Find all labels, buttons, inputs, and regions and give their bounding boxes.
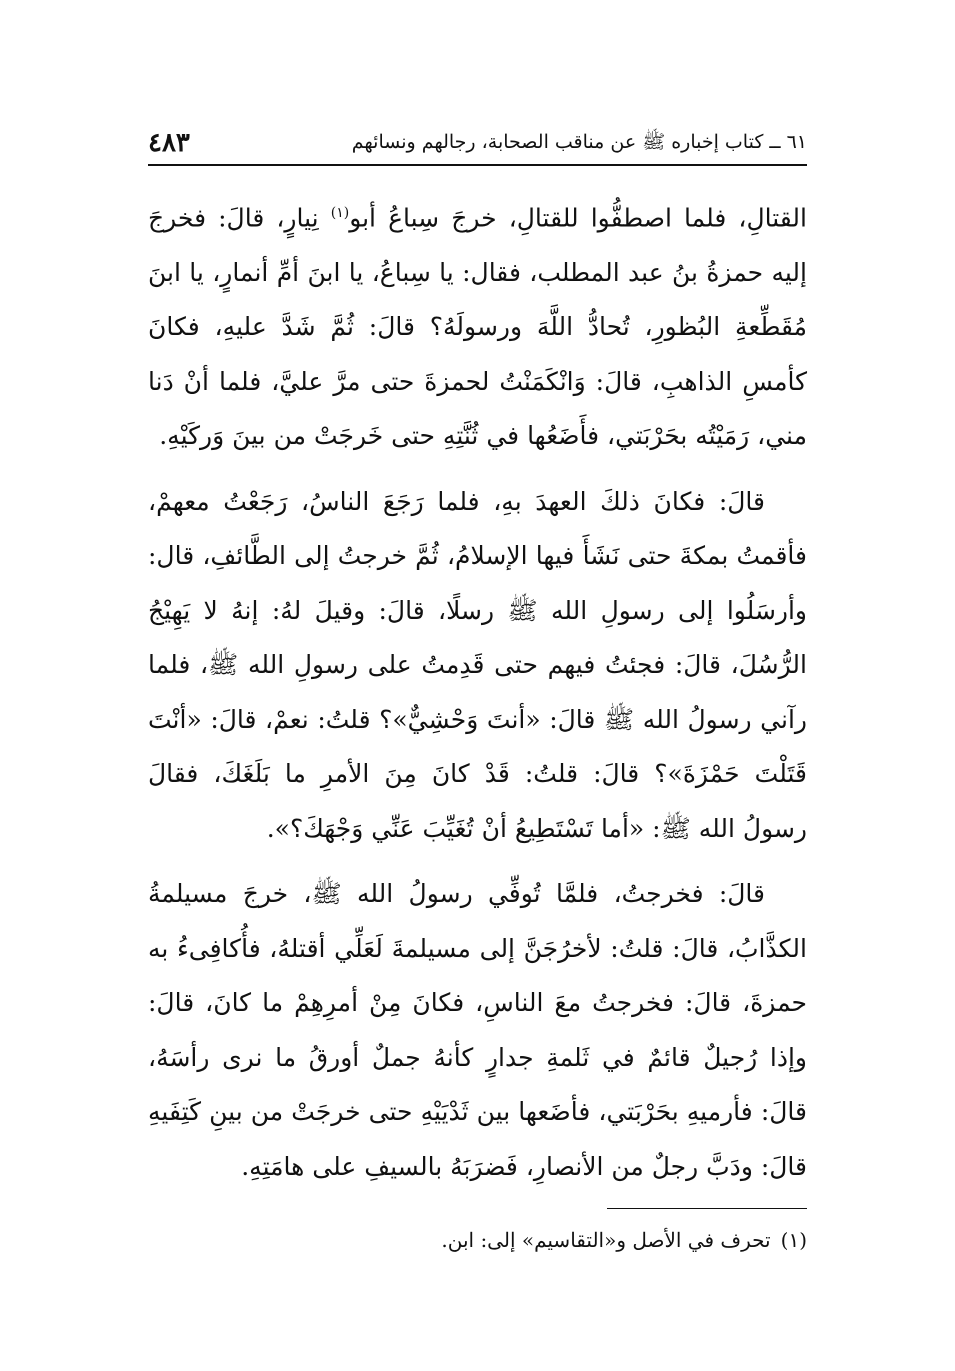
paragraph-1-start: القتالِ، فلما اصطفُّوا للقتالِ، خرجَ سِباعُ أبو bbox=[349, 203, 807, 233]
page-number: ٤٨٣ bbox=[148, 128, 190, 158]
paragraph-3: قالَ: فخرجتُ، فلمَّا تُوفِّي رسولُ الله ﷺ، خرجَ مسيلمةُ الكذَّابُ، قالَ: قلتُ: لأخرُجَنَّ إلى مسيلمةَ لَعَلِّي أقتلهُ، فأُكافِىءُ به حمزةَ، قالَ: فخرجتُ معَ الناسِ، فكانَ مِنْ أمرِهِمْ ما كانَ، قالَ: وإذا رُجيلٌ قائمٌ في ثَلمةِ جدارٍ كأنهُ جملٌ أورقُ ما نرى رأسَهُ، قالَ: فأرميهِ بحَرْبَتي، فأضَعها بين ثَدْيَيْهِ حتى خرجَتْ من بينِ كَتِفَيهِ قالَ: ودَبَّ رجلٌ من الأنصارِ، فَضرَبَهُ بالسيفِ على هامَتِهِ. bbox=[148, 879, 807, 1181]
footnote-mark: (١) bbox=[780, 1228, 807, 1252]
footnote-divider bbox=[607, 1208, 807, 1209]
paragraph-1-rest: نِيارٍ، قالَ: فخرجَ إليه حمزةُ بنُ عبد المطلب، فقال: يا سِباعُ، يا ابنَ أمِّ أنمارٍ، يا ابنَ مُقَطِّعةِ البُظورِ، تُحادُّ اللَّهَ ورسولَهُ؟ قالَ: ثُمَّ شَدَّ عليهِ، فكانَ كأمسِ الذاهبِ، قالَ: وَانْكَمَنْتُ لحمزةَ حتى مرَّ عليَّ، فلما أنْ دَنا مني، رَمَيْتُه بحَرْبَتي، فأَضَعُها في ثُنَّتِهِ حتى خَرجَتْ من بينَ وَركَيْهِ. bbox=[148, 203, 807, 451]
paragraph-2: قالَ: فكانَ ذلكَ العهدَ بهِ، فلما رَجَعَ الناسُ، رَجَعْتُ معهمْ، فأقمتُ بمكةَ حتى نَشَأَ فيها الإسلامُ، ثُمَّ خرجتُ إلى الطَّائفِ، قال: وأرسَلُوا إلى رسولِ الله ﷺ رسلًا، قالَ: وقيلَ لهُ: إنهُ لا يَهِيْجُ الرُّسُلَ، قالَ: فجئتُ فيهم حتى قَدِمتُ على رسولِ الله ﷺ، فلما رآني رسولُ الله ﷺ قالَ: «أنتَ وَحْشِيٌّ»؟ قلتُ: نعمْ، قالَ: «أنْتَ قَتَلْتَ حَمْزَةَ»؟ قالَ: قلتُ: قَدْ كانَ مِنَ الأمرِ ما بَلَغَكَ، فقالَ رسولُ الله ﷺ: «أما تَسْتَطِيعُ أنْ تُغَيِّبَ عَنِّي وَجْهَكَ؟». bbox=[148, 486, 807, 843]
body-text bbox=[148, 186, 807, 1194]
footnote-reference: (١) bbox=[330, 205, 350, 221]
running-title: ٦١ ــ كتاب إخباره ﷺ عن مناقب الصحابة، رجالهم ونسائهم bbox=[351, 131, 807, 153]
paragraph-1 bbox=[148, 186, 807, 464]
running-head bbox=[148, 122, 807, 166]
footnote-1 bbox=[148, 1222, 807, 1258]
footnote-text: تحرف في الأصل و«التقاسيم» إلى: ابن. bbox=[441, 1228, 771, 1252]
